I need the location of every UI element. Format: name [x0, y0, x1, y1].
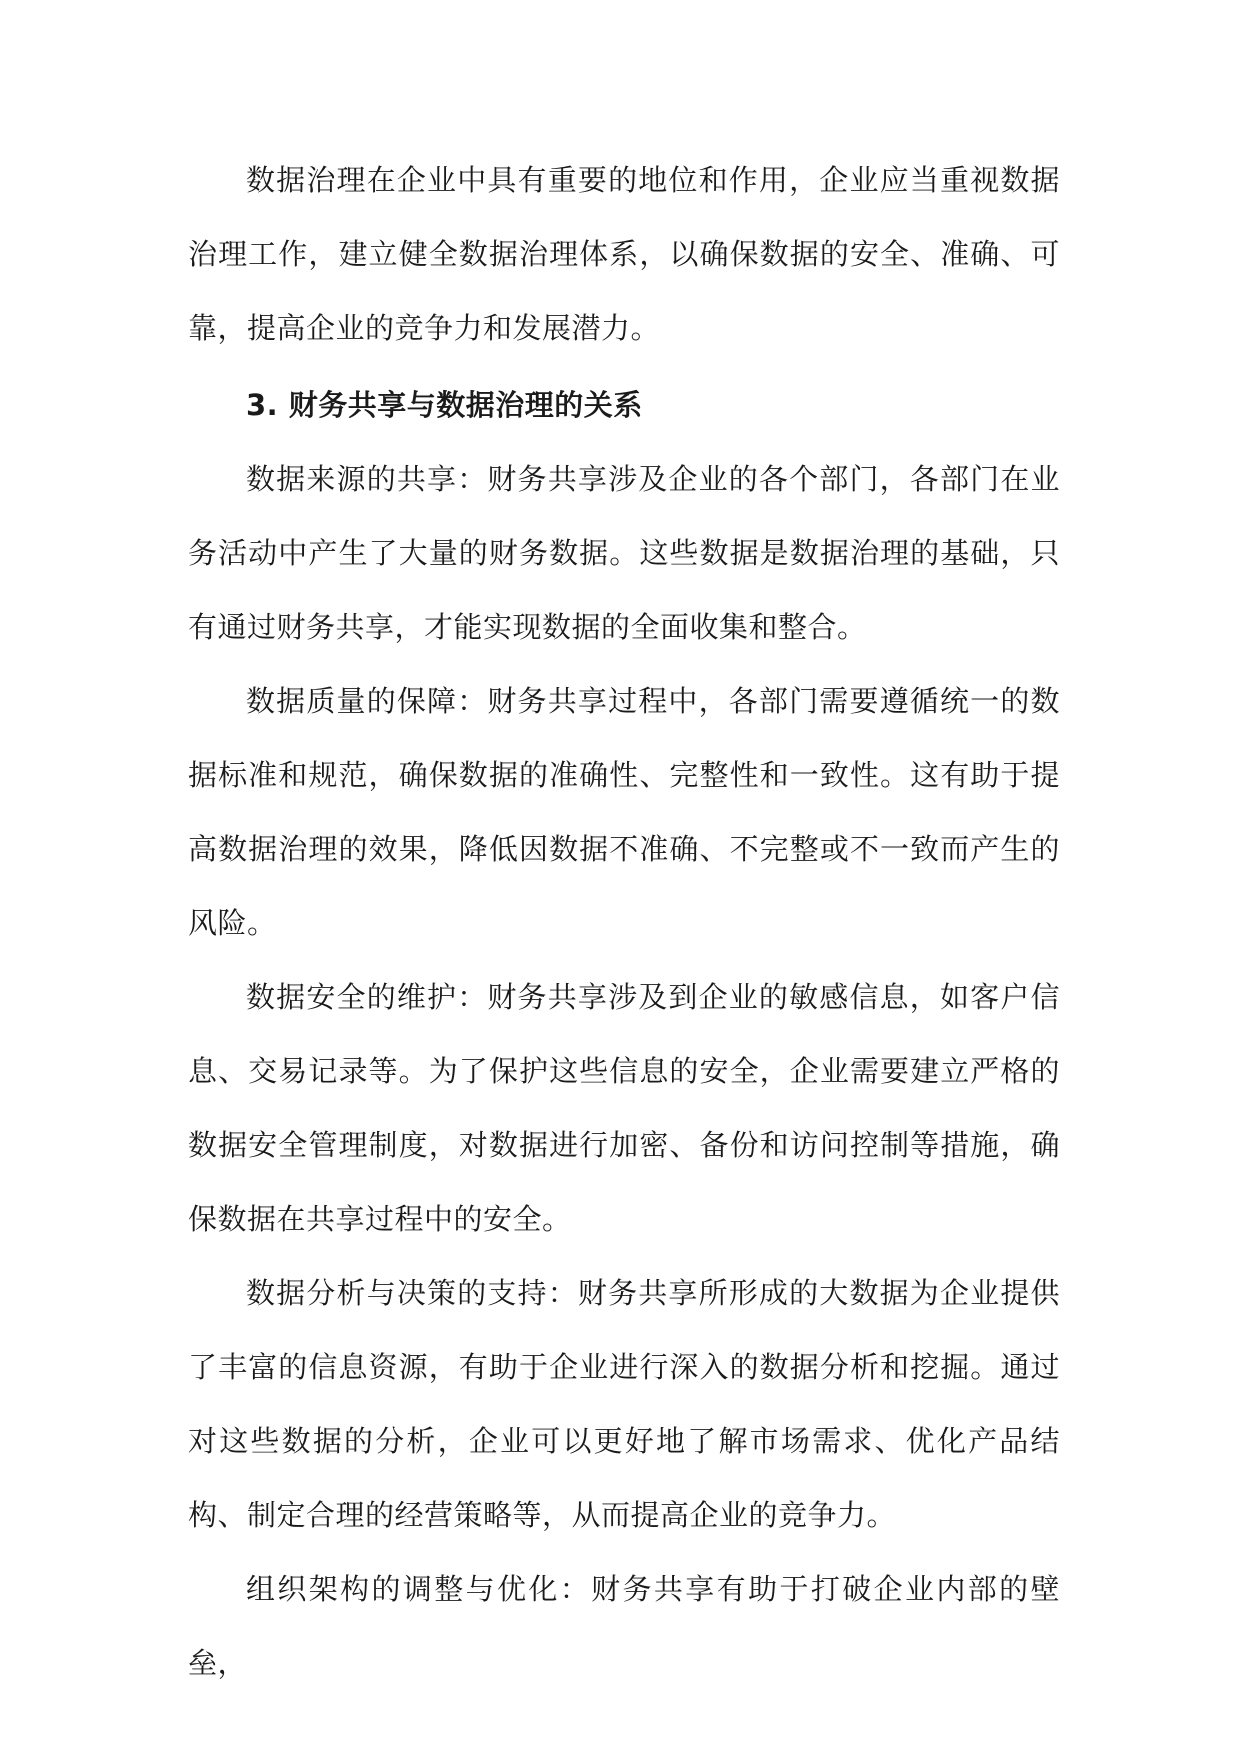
section-heading: 3. 财务共享与数据治理的关系	[246, 388, 643, 422]
paragraph-intro: 数据治理在企业中具有重要的地位和作用，企业应当重视数据治理工作，建立健全数据治理体系，以确保数据的安全、准确、可靠，提高企业的竞争力和发展潜力。	[188, 163, 1060, 345]
paragraph-data-quality: 数据质量的保障：财务共享过程中，各部门需要遵循统一的数据标准和规范，确保数据的准确性、完整性和一致性。这有助于提高数据治理的效果，降低因数据不准确、不完整或不一致而产生的风险。	[188, 684, 1060, 940]
document-body	[188, 143, 1060, 1700]
paragraph-data-security: 数据安全的维护：财务共享涉及到企业的敏感信息，如客户信息、交易记录等。为了保护这些信息的安全，企业需要建立严格的数据安全管理制度，对数据进行加密、备份和访问控制等措施，确保数据在共享过程中的安全。	[188, 980, 1060, 1236]
paragraph-data-source: 数据来源的共享：财务共享涉及企业的各个部门，各部门在业务活动中产生了大量的财务数据。这些数据是数据治理的基础，只有通过财务共享，才能实现数据的全面收集和整合。	[188, 462, 1060, 644]
paragraph-org-structure: 组织架构的调整与优化：财务共享有助于打破企业内部的壁垒，	[188, 1572, 1060, 1680]
paragraph-data-analysis: 数据分析与决策的支持：财务共享所形成的大数据为企业提供了丰富的信息资源，有助于企业进行深入的数据分析和挖掘。通过对这些数据的分析，企业可以更好地了解市场需求、优化产品结构、制定合理的经营策略等，从而提高企业的竞争力。	[188, 1276, 1060, 1532]
